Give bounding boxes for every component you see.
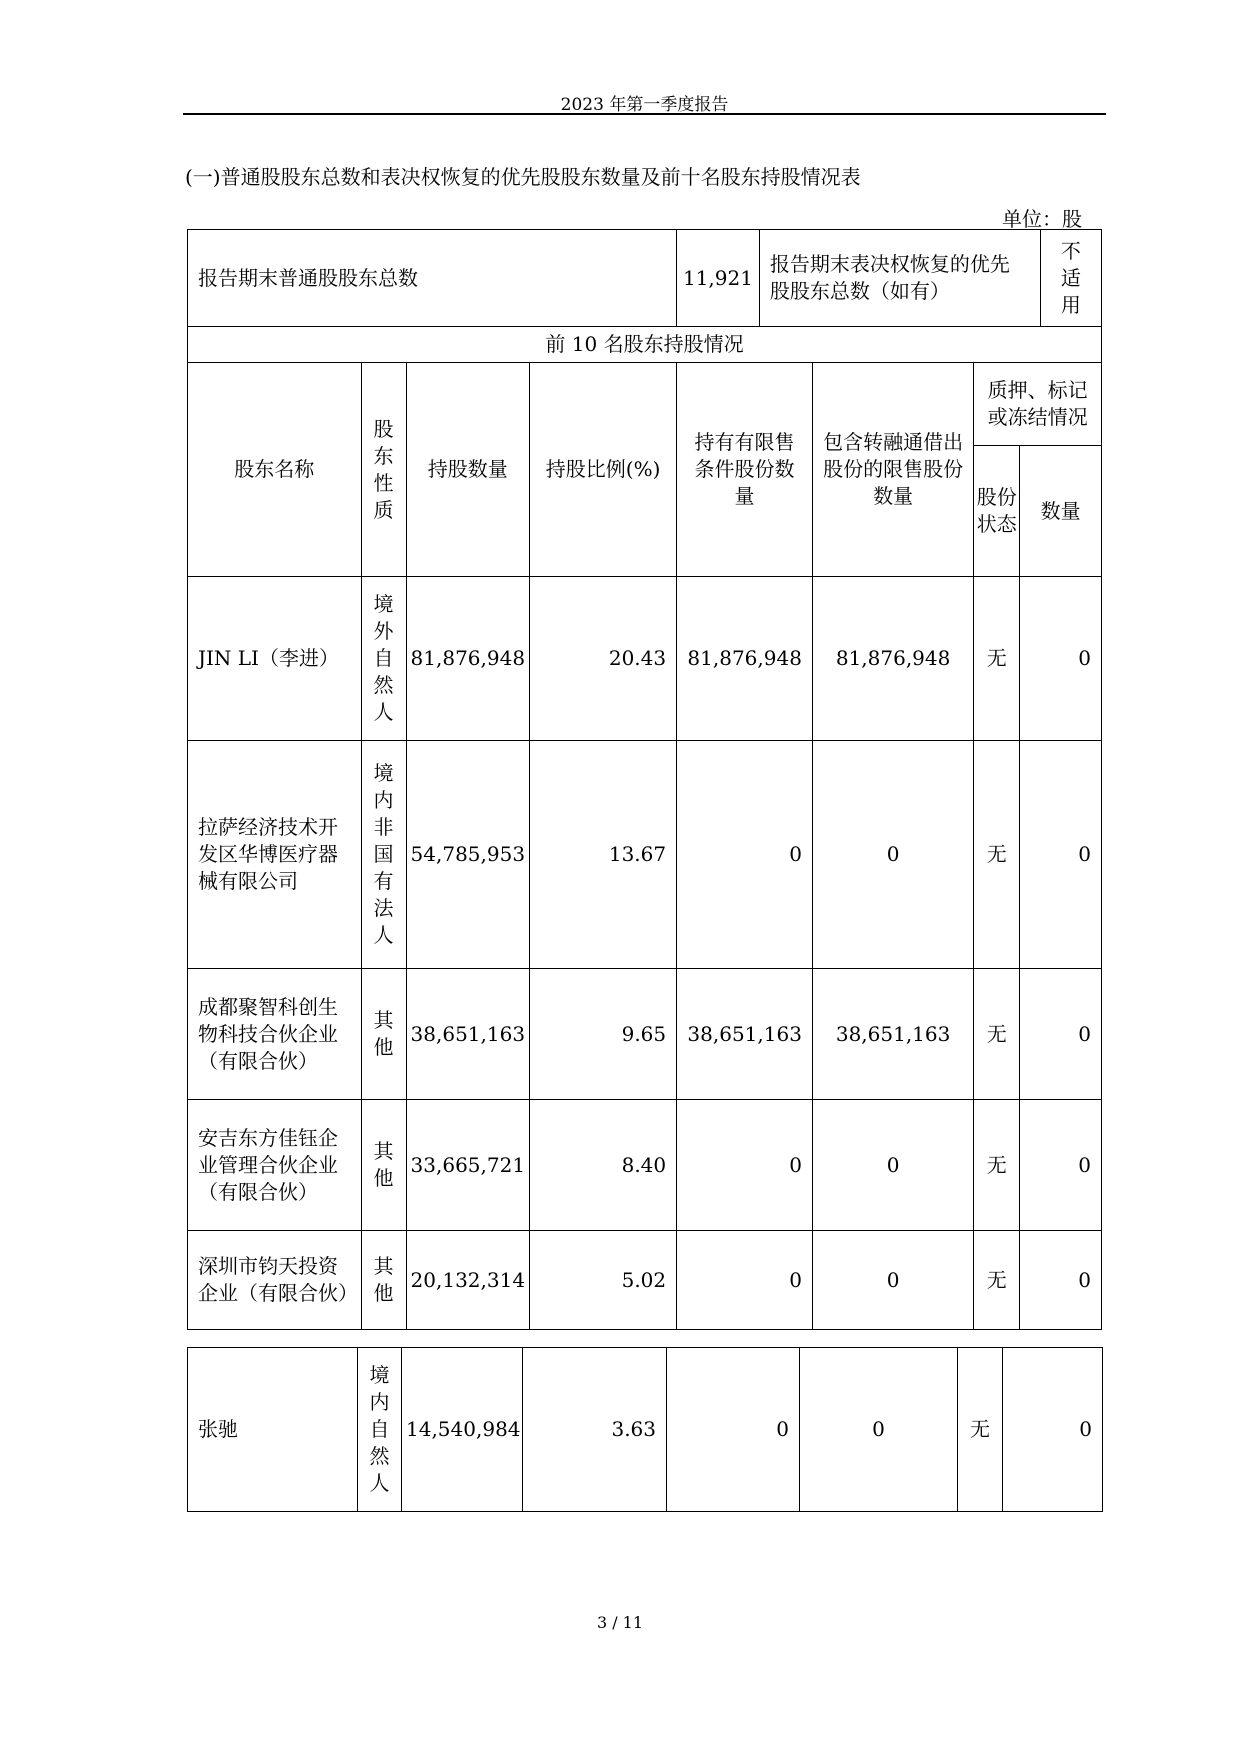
holder-ratio: 8.40 <box>530 1100 677 1231</box>
holder-pledge-qty: 0 <box>1020 741 1102 969</box>
header-shares: 持股数量 <box>406 363 530 577</box>
preferred-holders-label: 报告期末表决权恢复的优先股股东总数（如有） <box>759 230 1040 327</box>
holder-name: 张驰 <box>188 1348 358 1512</box>
unit-label: 单位：股 <box>1002 207 1082 231</box>
holder-nature: 境内非国有法人 <box>361 741 406 969</box>
holder-ratio: 5.02 <box>530 1231 677 1330</box>
common-holders-value: 11,921 <box>677 230 760 327</box>
holder-shares: 33,665,721 <box>406 1100 530 1231</box>
holder-shares: 14,540,984 <box>402 1348 523 1512</box>
holder-pledge-status: 无 <box>974 577 1020 741</box>
header-restricted: 持有有限售条件股份数量 <box>677 363 813 577</box>
holder-pledge-qty: 0 <box>1020 969 1102 1100</box>
holder-ratio: 3.63 <box>523 1348 667 1512</box>
header-pledge-qty: 数量 <box>1020 446 1102 577</box>
holder-shares: 38,651,163 <box>406 969 530 1100</box>
header-divider <box>183 113 1106 115</box>
summary-row <box>188 230 1102 327</box>
holder-pledge-qty: 0 <box>1020 1100 1102 1231</box>
holder-name: 深圳市钧天投资企业（有限合伙） <box>188 1231 362 1330</box>
holder-nature: 境内自然人 <box>358 1348 402 1512</box>
holder-lent: 38,651,163 <box>812 969 973 1100</box>
holder-pledge-qty: 0 <box>1003 1348 1103 1512</box>
holder-pledge-status: 无 <box>974 1100 1020 1231</box>
holder-shares: 81,876,948 <box>406 577 530 741</box>
header-ratio: 持股比例(%) <box>530 363 677 577</box>
holder-pledge-status: 无 <box>974 1231 1020 1330</box>
table-row <box>188 741 1102 969</box>
header-lent: 包含转融通借出股份的限售股份数量 <box>812 363 973 577</box>
section-title: (一)普通股股东总数和表决权恢复的优先股股东数量及前十名股东持股情况表 <box>185 165 861 189</box>
holder-pledge-qty: 0 <box>1020 1231 1102 1330</box>
table-header-row <box>188 363 1102 446</box>
holder-name: 拉萨经济技术开发区华博医疗器械有限公司 <box>188 741 362 969</box>
holder-name: 安吉东方佳钰企业管理合伙企业（有限合伙） <box>188 1100 362 1231</box>
holder-restricted: 81,876,948 <box>677 577 813 741</box>
holder-name: JIN LI（李进） <box>188 577 362 741</box>
holder-pledge-status: 无 <box>974 969 1020 1100</box>
holder-lent: 0 <box>812 1231 973 1330</box>
holder-ratio: 20.43 <box>530 577 677 741</box>
holder-ratio: 13.67 <box>530 741 677 969</box>
holder-restricted: 0 <box>677 1231 813 1330</box>
holder-lent: 0 <box>812 1100 973 1231</box>
page-header: 2023 年第一季度报告 <box>560 95 729 115</box>
header-nature: 股东性质 <box>361 363 406 577</box>
header-name: 股东名称 <box>188 363 362 577</box>
holder-lent: 0 <box>812 741 973 969</box>
top10-title: 前 10 名股东持股情况 <box>188 327 1102 363</box>
holder-nature: 其他 <box>361 1231 406 1330</box>
holder-lent: 0 <box>800 1348 958 1512</box>
holder-name: 成都聚智科创生物科技合伙企业（有限合伙） <box>188 969 362 1100</box>
holder-shares: 20,132,314 <box>406 1231 530 1330</box>
table-row <box>188 1100 1102 1231</box>
holder-restricted: 0 <box>677 741 813 969</box>
holder-nature: 其他 <box>361 1100 406 1231</box>
holder-nature: 境外自然人 <box>361 577 406 741</box>
table-row <box>188 577 1102 741</box>
page-number: 3 / 11 <box>596 1613 644 1632</box>
holder-restricted: 0 <box>667 1348 800 1512</box>
holder-pledge-status: 无 <box>974 741 1020 969</box>
holder-pledge-qty: 0 <box>1020 577 1102 741</box>
holder-lent: 81,876,948 <box>812 577 973 741</box>
table-row <box>188 1231 1102 1330</box>
preferred-holders-value: 不适用 <box>1040 230 1101 327</box>
holder-restricted: 0 <box>677 1100 813 1231</box>
shareholder-table-continued <box>187 1347 1103 1512</box>
common-holders-label: 报告期末普通股股东总数 <box>188 230 677 327</box>
header-pledge-status: 股份状态 <box>974 446 1020 577</box>
holder-pledge-status: 无 <box>958 1348 1003 1512</box>
table-row <box>188 969 1102 1100</box>
table-row <box>188 1348 1103 1512</box>
header-pledge: 质押、标记或冻结情况 <box>974 363 1102 446</box>
holder-ratio: 9.65 <box>530 969 677 1100</box>
holder-restricted: 38,651,163 <box>677 969 813 1100</box>
holder-shares: 54,785,953 <box>406 741 530 969</box>
shareholder-table <box>187 229 1102 1330</box>
holder-nature: 其他 <box>361 969 406 1100</box>
